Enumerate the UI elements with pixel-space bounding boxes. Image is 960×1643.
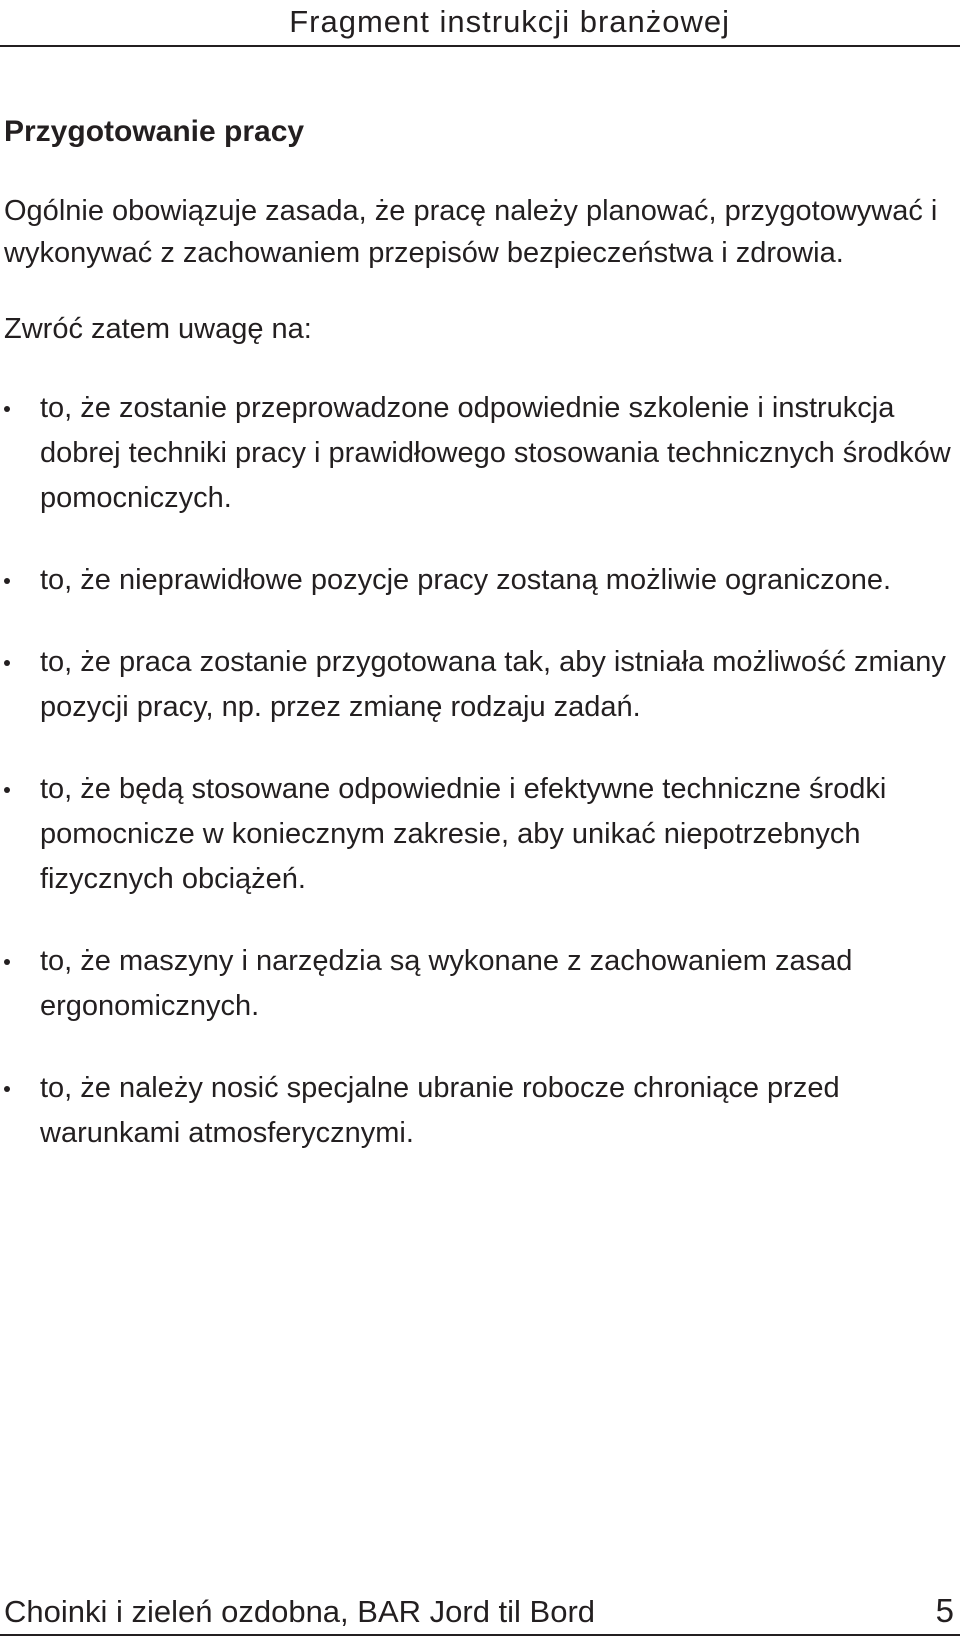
list-item xyxy=(4,1066,954,1156)
list-item-text: to, że praca zostanie przygotowana tak, aby istniała możliwość zmiany pozycji pracy, np. przez zmianę rodzaju zadań. xyxy=(40,646,946,723)
bullet-icon xyxy=(4,787,10,793)
section-title: Przygotowanie pracy xyxy=(4,115,305,148)
list-item-text: to, że będą stosowane odpowiednie i efektywne techniczne środki pomocnicze w koniecznym zakresie, aby unikać niepotrzebnych fizycznych obciążeń. xyxy=(40,773,887,895)
intro-paragraph: Ogólnie obowiązuje zasada, że pracę należy planować, przygotowywać i wykonywać z zachowaniem przepisów bezpieczeństwa i zdrowia. xyxy=(4,195,938,269)
list-item xyxy=(4,767,954,902)
bullet-icon xyxy=(4,406,10,412)
page-footer xyxy=(0,1588,960,1638)
list-item xyxy=(4,640,954,730)
lead-paragraph: Zwróć zatem uwagę na: xyxy=(4,313,312,345)
list-item xyxy=(4,939,954,1029)
bullet-icon xyxy=(4,1086,10,1092)
footer-text: Choinki i zieleń ozdobna, BAR Jord til Bord xyxy=(4,1594,596,1629)
header-divider xyxy=(0,45,960,47)
list-item-text: to, że maszyny i narzędzia są wykonane z zachowaniem zasad ergonomicznych. xyxy=(40,945,853,1022)
footer-divider xyxy=(0,1634,960,1636)
list-item-text: to, że zostanie przeprowadzone odpowiednie szkolenie i instrukcja dobrej techniki pracy i prawidłowego stosowania technicznych środków pomocniczych. xyxy=(40,392,951,514)
list-item xyxy=(4,386,954,521)
bullet-icon xyxy=(4,578,10,584)
list-item-text: to, że nieprawidłowe pozycje pracy zostaną możliwie ograniczone. xyxy=(40,564,892,596)
list-item-text: to, że należy nosić specjalne ubranie robocze chroniące przed warunkami atmosferycznymi. xyxy=(40,1072,840,1149)
bullet-icon xyxy=(4,959,10,965)
bullet-list xyxy=(4,386,954,1156)
page-number: 5 xyxy=(935,1592,954,1629)
list-item xyxy=(4,558,954,603)
page-header xyxy=(0,0,960,48)
main-content xyxy=(4,112,954,1193)
bullet-icon xyxy=(4,660,10,666)
header-title: Fragment instrukcji branżowej xyxy=(289,4,730,39)
